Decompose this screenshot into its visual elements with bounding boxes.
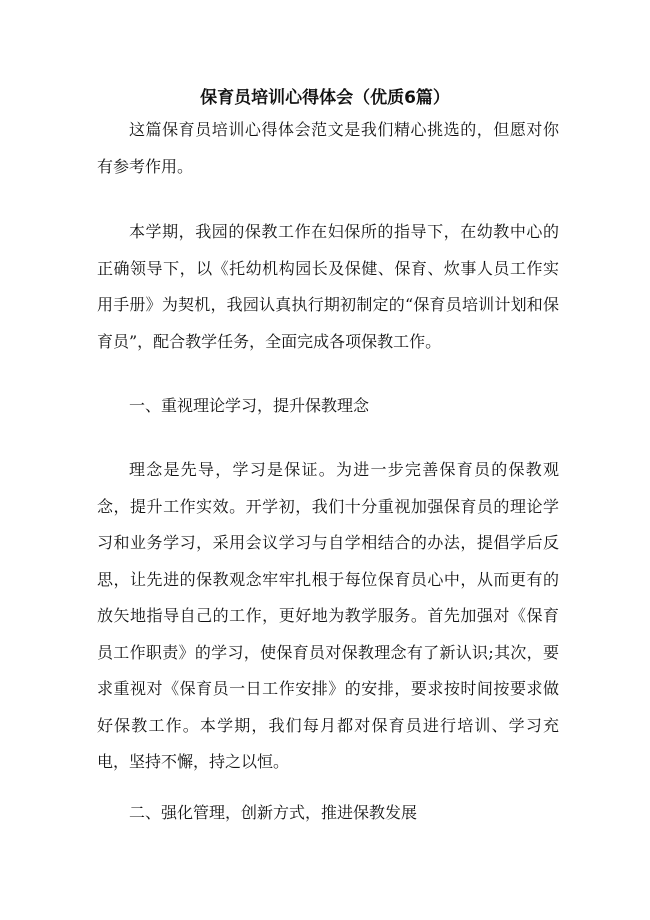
section-heading-2: 二、强化管理，创新方式，推进保教发展 — [129, 803, 418, 822]
document-title: 保育员培训心得体会（优质6篇） — [200, 88, 450, 108]
section-heading-1: 一、重视理论学习，提升保教理念 — [129, 396, 370, 415]
body-paragraph-2: 理念是先导，学习是保证。为进一步完善保育员的保教观念，提升工作实效。开学初，我们十分重视加强保育员的理论学习和业务学习，采用会议学习与自学相结合的办法，提倡学后反思，让先进的保教观念牢牢扎根于每位保育员心中，从而更有的放矢地指导自己的工作，更好地为教学服务。首先加强对《保育员工作职责》的学习，使保育员对保教理念有了新认识;其次，要求重视对《保育员一日工作安排》的安排，要求按时间按要求做好保教工作。本学期，我们每月都对保育员进行培训、学习充电，坚持不懈，持之以恒。 — [97, 460, 559, 771]
intro-paragraph: 这篇保育员培训心得体会范文是我们精心挑选的，但愿对你有参考作用。 — [97, 120, 559, 176]
body-paragraph-1: 本学期，我园的保教工作在妇保所的指导下，在幼教中心的正确领导下，以《托幼机构园长及保健、保育、炊事人员工作实用手册》为契机，我园认真执行期初制定的“保育员培训计划和保育员”，配合教学任务，全面完成各项保教工作。 — [97, 222, 559, 351]
